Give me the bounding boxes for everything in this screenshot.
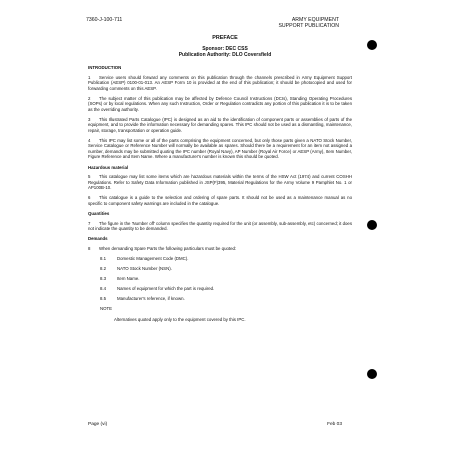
paragraph-text: This IPC may list some or all of the parts comprising the equipment concerned, but only those parts given a NATO Stock Number, Service Catalogue or Reference Number will normally be available as spares. Should there be a requirement for an item not assigned a number, demands may be submitted quoting the IPC number (Royal Navy), AP Number (Royal Air Force) or AESP (Army), Item Number, Figure Reference and Item Name. Where a manufacturer's number is known this should be quoted. bbox=[88, 137, 352, 160]
paragraph-6 bbox=[88, 195, 352, 206]
paragraph-1 bbox=[88, 75, 352, 92]
item-number: 8.5 bbox=[100, 296, 107, 302]
item-text: Manufacturer's reference, if known. bbox=[117, 296, 185, 302]
item-text: NATO Stock Number (NSN). bbox=[117, 266, 172, 272]
binder-hole-icon bbox=[367, 369, 377, 379]
paragraph-8 bbox=[88, 246, 352, 252]
item-text: Domestic Management Code (DMC). bbox=[117, 256, 189, 261]
page-title: PREFACE bbox=[212, 35, 238, 41]
paragraph-text: The subject matter of this publication may be affected by Defence Council Instructions (DCIs), Standing Operating Procedures (SOPs) or by local regulations. When any such Instruction, Order or Regulation contradicts any portion of this publication it is to be taken as the overriding authority. bbox=[88, 95, 352, 112]
document-number: 7360-J-100-711 bbox=[86, 17, 123, 23]
demand-item-8-1 bbox=[100, 256, 352, 262]
heading-quantities: Quantities bbox=[88, 210, 110, 216]
paragraph-text: The figure in the 'Number off' column specifies the quantity required for the unit (or assembly, sub-assembly, etc) concerned; it does not indicate the quantity to be demanded. bbox=[88, 220, 352, 232]
paragraph-2 bbox=[88, 96, 352, 113]
paragraph-number: 5 bbox=[88, 174, 91, 180]
sponsor-line: Sponsor: DEC CSS bbox=[202, 46, 248, 52]
paragraph-number: 3 bbox=[88, 116, 91, 122]
binder-hole-icon bbox=[367, 40, 377, 50]
paragraph-text: Service users should forward any comments on this publication through the channels prescribed in Army Equipment Support Publication (AESP) 0100-01-013. An AESP Form 10 is provided at the end of this publication; it should be photocopied and used for forwarding comments on this AESP. bbox=[88, 74, 352, 91]
demand-item-8-3 bbox=[100, 276, 352, 282]
sponsor-block bbox=[0, 46, 450, 58]
paragraph-text: This Illustrated Parts Catalogue (IPC) is designed as an aid to the identification of component parts or assemblies of parts of the equipment, and to provide the information necessary for demanding spares. This IPC should not be used as a dismantling, maintenance, repair, storage, transportation or operation guide. bbox=[88, 116, 352, 133]
item-text: Names of equipment for which the part is required. bbox=[117, 286, 215, 292]
paragraph-number: 1 bbox=[88, 74, 91, 80]
binder-hole-icon bbox=[367, 220, 377, 230]
page-date: Feb 03 bbox=[327, 422, 342, 427]
heading-hazardous: Hazardous material bbox=[88, 164, 129, 170]
demand-item-8-4 bbox=[100, 286, 352, 292]
heading-demands: Demands bbox=[88, 236, 108, 242]
publication-header bbox=[278, 17, 339, 30]
demand-item-8-2 bbox=[100, 266, 352, 272]
paragraph-7 bbox=[88, 221, 352, 232]
paragraph-number: 7 bbox=[88, 220, 91, 226]
item-number: 8.4 bbox=[100, 286, 107, 292]
paragraph-number: 6 bbox=[88, 195, 91, 201]
header-line-1: ARMY EQUIPMENT bbox=[291, 17, 339, 23]
paragraph-text: This catalogue is a guide to the selection and ordering of spare parts. It should not be used as a maintenance manual as no specific to component safety warnings are included in the catalogue. bbox=[88, 195, 352, 206]
paragraph-3 bbox=[88, 117, 352, 134]
paragraph-number: 8 bbox=[88, 245, 91, 251]
note-text: Alternatives quoted apply only to the equipment covered by this IPC. bbox=[114, 316, 246, 322]
paragraph-number: 4 bbox=[88, 137, 91, 143]
paragraph-text: When demanding Spare Parts the following particulars must be quoted: bbox=[99, 245, 237, 251]
paragraph-text: This catalogue may list some items which are hazardous materials within the terms of the HSW Act (1974) and current COSHH Regulations. Refer to Safety Data Information published in JSP(F)395, Material Regulations for the Army Volume 9 Pamphlet No. 1 or AP100B-10. bbox=[88, 174, 352, 191]
header-line-2: SUPPORT PUBLICATION bbox=[278, 23, 339, 30]
page-number: Page (vi) bbox=[88, 422, 108, 427]
heading-introduction: INTRODUCTION bbox=[88, 65, 122, 70]
paragraph-4 bbox=[88, 138, 352, 160]
document-body bbox=[88, 65, 352, 322]
item-number: 8.3 bbox=[100, 276, 107, 282]
item-text: Item Name. bbox=[117, 276, 140, 282]
paragraph-5 bbox=[88, 174, 352, 191]
item-number: 8.2 bbox=[100, 266, 107, 272]
item-number: 8.1 bbox=[100, 256, 107, 261]
authority-line: Publication Authority: DLO Coversfield bbox=[178, 52, 272, 59]
note-label: NOTE bbox=[100, 306, 113, 312]
demand-item-8-5 bbox=[100, 296, 352, 302]
paragraph-number: 2 bbox=[88, 95, 91, 101]
